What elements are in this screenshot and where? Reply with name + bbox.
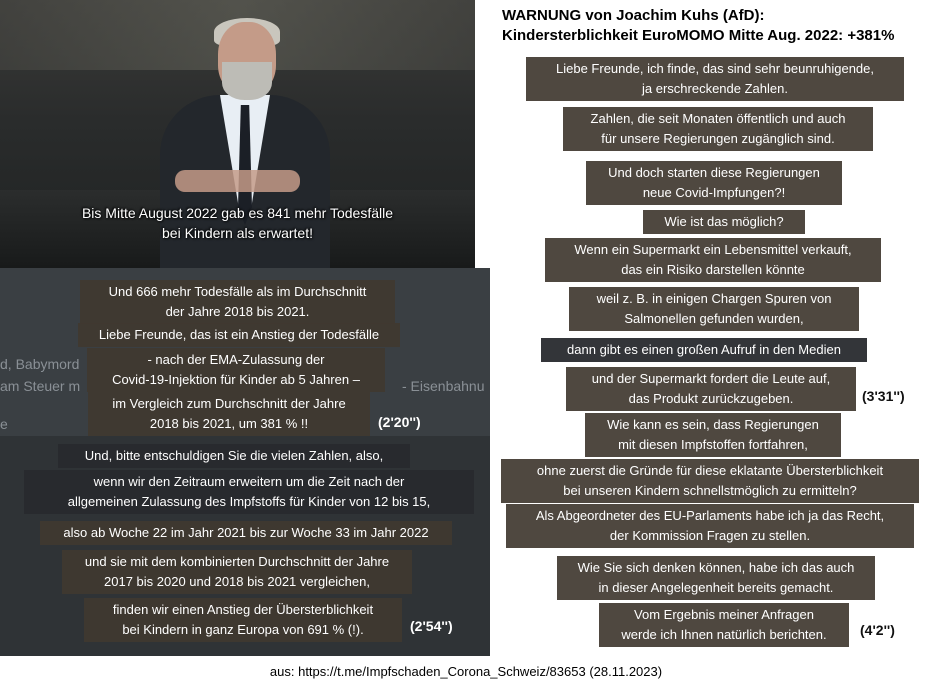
subtitle-caption [566,367,856,411]
video-caption-line2: bei Kindern als erwartet! [162,225,313,241]
caption-line: das ein Risiko darstellen könnte [621,262,805,277]
caption-line: mit diesen Impfstoffen fortfahren, [618,437,808,452]
caption-line: Und 666 mehr Todesfälle als im Durchschnitt [108,284,367,299]
subtitle-caption [24,470,474,514]
ghost-text-3: - Eisenbahnu [402,378,485,394]
ghost-text-4: e [0,416,8,432]
caption-line: weil z. B. in einigen Chargen Spuren von [596,291,832,306]
subtitle-caption [501,459,919,503]
caption-line: - nach der EMA-Zulassung der [147,352,325,367]
subtitle-caption [40,521,452,545]
timestamp-4: (4'2'') [860,622,895,638]
caption-line: und sie mit dem kombinierten Durchschnitt der Jahre [84,554,390,569]
ghost-text-2: am Steuer m [0,378,81,394]
subtitle-caption [586,161,842,205]
caption-line: der Jahre 2018 bis 2021. [165,304,310,319]
title-line2: Kindersterblichkeit EuroMOMO Mitte Aug. 2022: +381% [502,27,895,44]
caption-line: dann gibt es einen großen Aufruf in den Medien [567,342,841,357]
video-frame [0,0,475,268]
subtitle-caption [557,556,875,600]
speaker-beard [222,62,272,100]
subtitle-caption [545,238,881,282]
caption-line: Vom Ergebnis meiner Anfragen [634,607,814,622]
caption-line: Und, bitte entschuldigen Sie die vielen Zahlen, also, [84,448,384,463]
video-caption-line1: Bis Mitte August 2022 gab es 841 mehr Todesfälle [81,205,394,221]
caption-line: werde ich Ihnen natürlich berichten. [621,627,827,642]
subtitle-caption [80,280,395,324]
caption-line: und der Supermarkt fordert die Leute auf, [591,371,831,386]
caption-line: im Vergleich zum Durchschnitt der Jahre [112,396,346,411]
caption-line: Wie ist das möglich? [664,214,784,229]
subtitle-caption [87,348,385,392]
page-title [502,6,932,46]
source-link[interactable]: aus: https://t.me/Impfschaden_Corona_Schweiz/83653 (28.11.2023) [269,664,663,679]
caption-line: Zahlen, die seit Monaten öffentlich und auch [590,111,846,126]
caption-line: 2018 bis 2021, um 381 % !! [149,416,309,431]
subtitle-caption [585,413,841,457]
caption-line: Als Abgeordneter des EU-Parlaments habe ich ja das Recht, [535,508,885,523]
caption-line: 2017 bis 2020 und 2018 bis 2021 vergleichen, [104,574,370,589]
caption-line: Wie Sie sich denken können, habe ich das auch [577,560,855,575]
subtitle-caption [62,550,412,594]
caption-line: für unsere Regierungen zugänglich sind. [601,131,835,146]
caption-line: finden wir einen Anstieg der Übersterblichkeit [112,602,374,617]
caption-line: Wie kann es sein, dass Regierungen [607,417,819,432]
caption-line: also ab Woche 22 im Jahr 2021 bis zur Woche 33 im Jahr 2022 [63,525,429,540]
subtitle-caption [643,210,805,234]
caption-line: allgemeinen Zulassung des Impfstoffs für Kinder von 12 bis 15, [67,494,431,509]
caption-line: Liebe Freunde, ich finde, das sind sehr beunruhigende, [556,61,874,76]
caption-line: neue Covid-Impfungen?! [642,185,786,200]
caption-line: in dieser Angelegenheit bereits gemacht. [598,580,834,595]
caption-line: das Produkt zurückzugeben. [628,391,794,406]
timestamp-1: (2'20'') [378,414,421,430]
subtitle-caption [506,504,914,548]
caption-line: Covid-19-Injektion für Kinder ab 5 Jahren – [112,372,360,387]
subtitle-caption [78,323,400,347]
subtitle-caption [88,392,370,436]
caption-line: wenn wir den Zeitraum erweitern um die Zeit nach der [93,474,405,489]
caption-line: Und doch starten diese Regierungen [608,165,820,180]
subtitle-caption [526,57,904,101]
caption-line: Liebe Freunde, das ist ein Anstieg der Todesfälle [98,327,380,342]
subtitle-caption [541,338,867,362]
ghost-text-1: d, Babymord [0,356,80,372]
timestamp-3: (3'31'') [862,388,905,404]
subtitle-caption [84,598,402,642]
subtitle-caption [599,603,849,647]
speaker-hands [175,170,300,192]
caption-line: Wenn ein Supermarkt ein Lebensmittel verkauft, [574,242,852,257]
caption-line: ja erschreckende Zahlen. [642,81,788,96]
caption-line: der Kommission Fragen zu stellen. [609,528,811,543]
caption-line: Salmonellen gefunden wurden, [624,311,804,326]
subtitle-caption [569,287,859,331]
subtitle-caption [58,444,410,468]
caption-line: bei unseren Kindern schnellstmöglich zu ermitteln? [563,483,857,498]
subtitle-caption [563,107,873,151]
caption-line: bei Kindern in ganz Europa von 691 % (!). [122,622,364,637]
timestamp-2: (2'54'') [410,618,453,634]
title-line1: WARNUNG von Joachim Kuhs (AfD): [502,7,765,24]
caption-line: ohne zuerst die Gründe für diese eklatante Übersterblichkeit [536,463,884,478]
